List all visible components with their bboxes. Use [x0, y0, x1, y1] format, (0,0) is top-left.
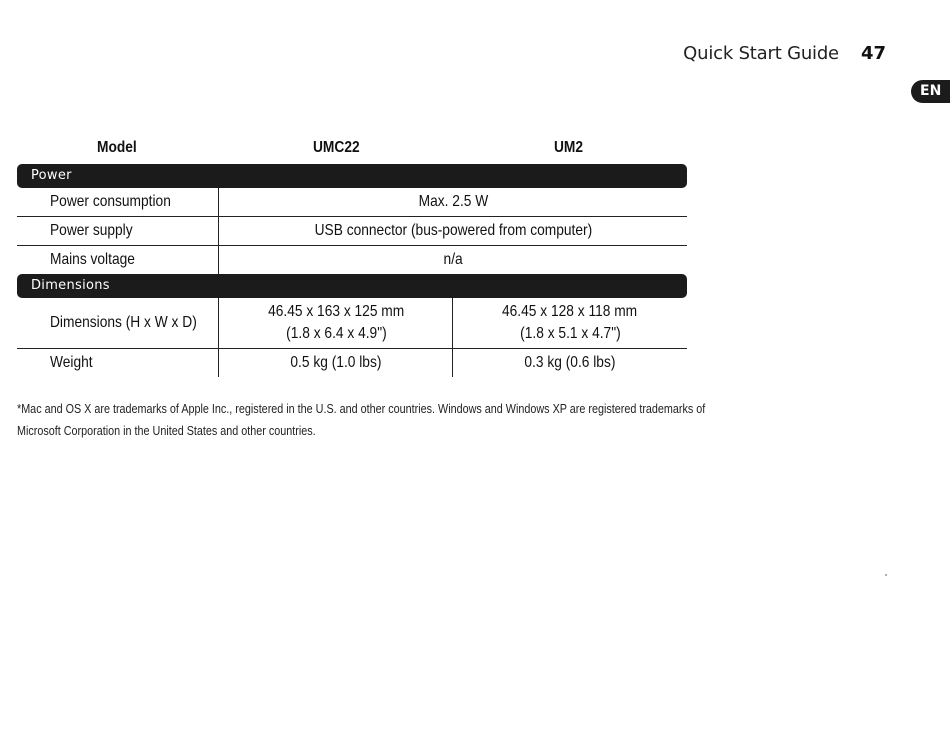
- table-row: [17, 246, 687, 274]
- table-row: [17, 298, 687, 349]
- footnote-line-2: Microsoft Corporation in the United States and other countries.: [17, 423, 316, 438]
- row-label: Mains voltage: [50, 251, 135, 268]
- umc22-column-header: UMC22: [313, 139, 360, 156]
- table-row: [17, 217, 687, 246]
- table-row: [17, 349, 687, 377]
- page-header: [683, 43, 886, 64]
- um2-value: 0.3 kg (0.6 lbs): [452, 349, 687, 377]
- um2-value: 46.45 x 128 x 118 mm (1.8 x 5.1 x 4.7"): [452, 298, 687, 348]
- trademark-footnote: [17, 398, 717, 442]
- dimensions-table: [17, 298, 687, 377]
- row-label: Power supply: [50, 222, 133, 239]
- umc22-value: 46.45 x 163 x 125 mm (1.8 x 6.4 x 4.9"): [218, 298, 453, 348]
- section-header-power: Power: [17, 164, 687, 188]
- row-label: Power consumption: [50, 193, 171, 210]
- row-value: Max. 2.5 W: [218, 188, 687, 216]
- section-header-dimensions: Dimensions: [17, 274, 687, 298]
- guide-title: Quick Start Guide: [683, 43, 839, 64]
- row-label: Dimensions (H x W x D): [50, 314, 197, 331]
- umc22-value: 0.5 kg (1.0 lbs): [218, 349, 453, 377]
- power-table: [17, 188, 687, 274]
- um2-column-header: UM2: [554, 139, 584, 156]
- row-label: Weight: [50, 354, 93, 371]
- footnote-line-1: *Mac and OS X are trademarks of Apple Inc., registered in the U.S. and other countries. Windows and Windows XP are registered trademarks of: [17, 401, 706, 416]
- model-header-row: [17, 139, 687, 161]
- row-value: n/a: [218, 246, 687, 274]
- scan-speck: [885, 574, 887, 576]
- page-number: 47: [860, 43, 886, 64]
- row-value: USB connector (bus-powered from computer): [218, 217, 687, 245]
- table-row: [17, 188, 687, 217]
- language-badge: EN: [911, 80, 950, 103]
- model-column-header: Model: [97, 139, 137, 156]
